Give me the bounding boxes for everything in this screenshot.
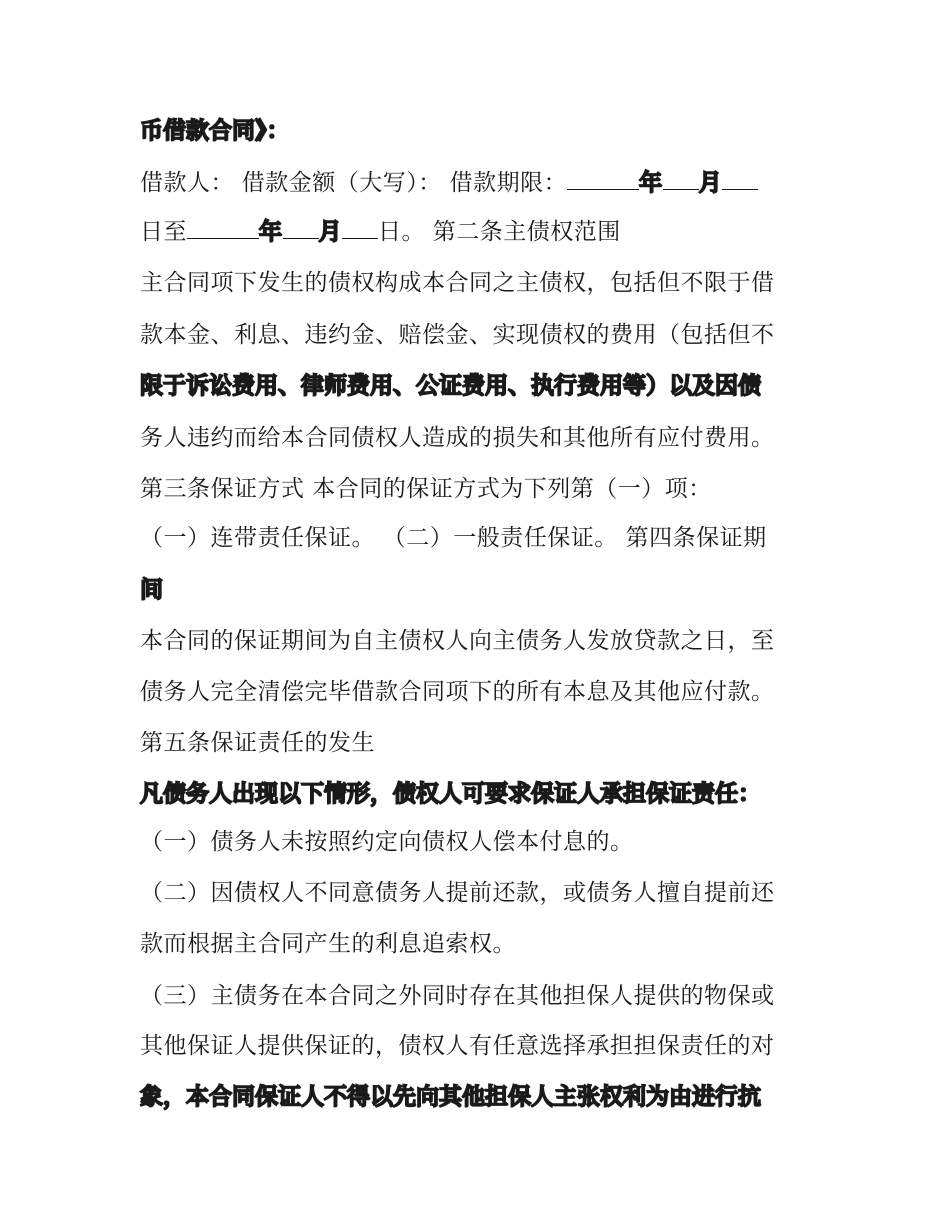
text-line-18: （三）主债务在本合同之外同时存在其他担保人提供的物保或 — [140, 983, 775, 1009]
blank-day-end — [342, 216, 378, 239]
year-label-start: 年 — [639, 170, 663, 196]
text-line-8: 第三条保证方式 本合同的保证方式为下列第（一）项： — [140, 476, 712, 502]
text-line-1: 币借款合同》： — [140, 118, 290, 144]
text-line-10: 间 — [140, 577, 163, 603]
text-line-5: 款本金、利息、违约金、赔偿金、实现债权的费用（包括但不 — [140, 322, 775, 348]
blank-month-start — [663, 167, 699, 190]
text-line-6: 限于诉讼费用、律师费用、公证费用、执行费用等）以及因债 — [140, 373, 761, 399]
text-line-9: （一）连带责任保证。 （二）一般责任保证。 第四条保证期 — [140, 525, 767, 551]
loan-terms-label: 借款人： 借款金额（大写）： 借款期限： — [140, 170, 568, 196]
text-line-19: 其他保证人提供保证的，债权人有任意选择承担担保责任的对 — [140, 1033, 775, 1059]
text-line-17: 款而根据主合同产生的利息追索权。 — [140, 931, 516, 957]
month-label-start: 月 — [698, 170, 723, 196]
text-line-16: （二）因债权人不同意债务人提前还款，或债务人擅自提前还 — [140, 880, 775, 906]
text-line-12: 债务人完全清偿完毕借款合同项下的所有本息及其他应付款。 — [140, 679, 775, 705]
text-line-13: 第五条保证责任的发生 — [140, 730, 375, 756]
text-line-4: 主合同项下发生的债权构成本合同之主债权，包括但不限于借 — [140, 270, 775, 296]
blank-year-start — [567, 167, 639, 190]
blank-day-start — [722, 167, 758, 190]
text-line-3 — [140, 216, 820, 247]
text-line-11: 本合同的保证期间为自主债权人向主债务人发放贷款之日，至 — [140, 628, 775, 654]
month-label-end: 月 — [318, 219, 342, 245]
text-line-20: 象，本合同保证人不得以先向其他担保人主张权利为由进行抗 — [140, 1084, 761, 1110]
article-two-heading: 日。 第二条主债权范围 — [378, 219, 621, 245]
blank-month-end — [283, 216, 319, 239]
blank-year-end — [187, 216, 259, 239]
text-line-7: 务人违约而给本合同债权人造成的损失和其他所有应付费用。 — [140, 425, 775, 451]
text-line-2 — [140, 167, 820, 198]
year-label-end: 年 — [259, 219, 283, 245]
date-to-label: 日至 — [140, 219, 187, 245]
text-line-14: 凡债务人出现以下情形，债权人可要求保证人承担保证责任： — [140, 781, 761, 807]
text-line-15: （一）债务人未按照约定向债权人偿本付息的。 — [140, 829, 634, 855]
